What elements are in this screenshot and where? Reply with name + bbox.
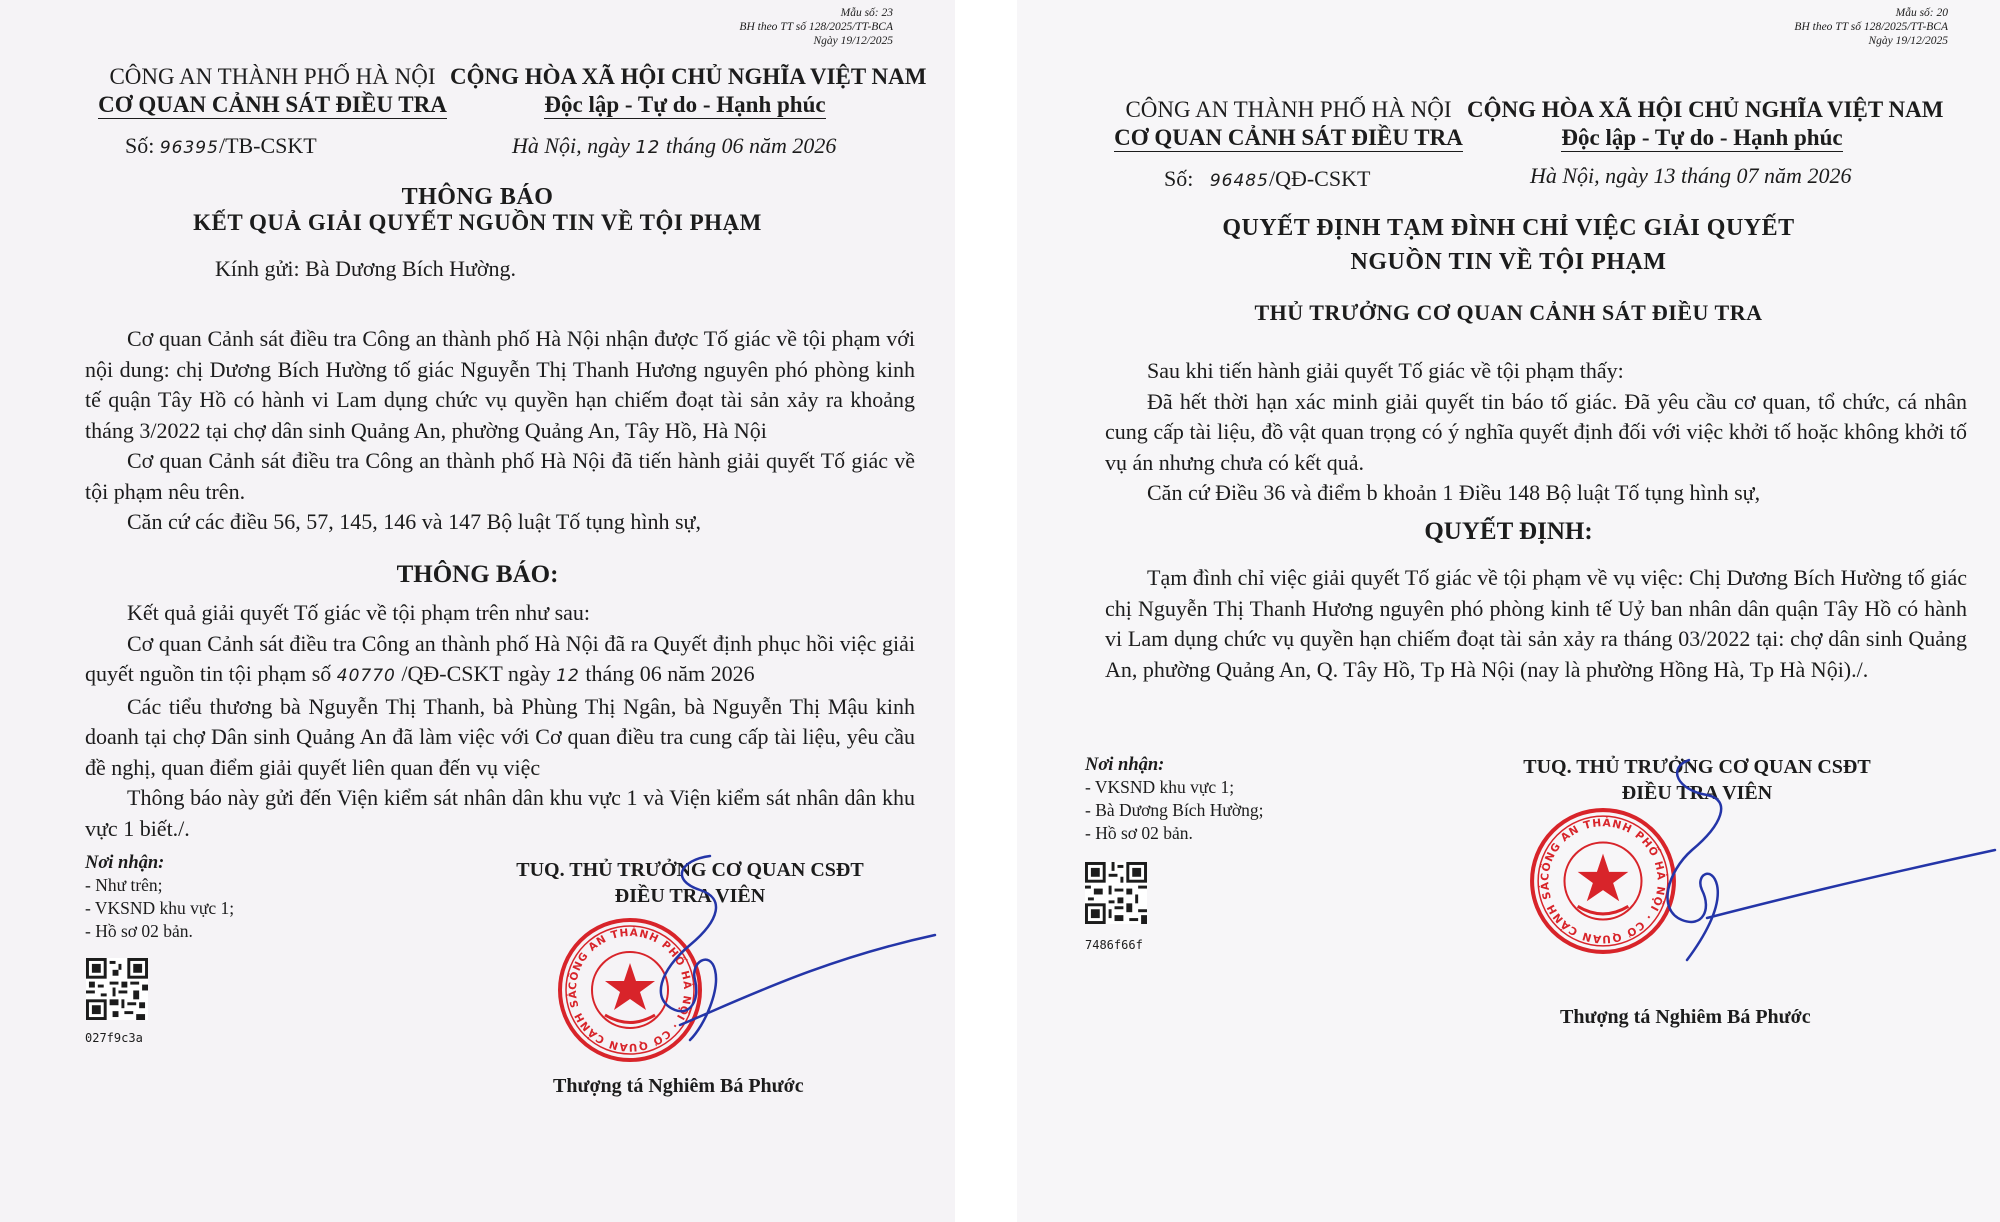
signature-block: TUQ. THỦ TRƯỞNG CƠ QUAN CSĐT ĐIỀU TRA VIÊN xyxy=(516,859,864,907)
national-header: CỘNG HÒA XÃ HỘI CHỦ NGHĨA VIỆT NAM Độc lập - Tự do - Hạnh phúc xyxy=(1467,97,1944,150)
agency-header: CÔNG AN THÀNH PHỐ HÀ NỘI CƠ QUAN CẢNH SÁT ĐIỀU TRA xyxy=(1114,97,1463,150)
issuing-authority: THỦ TRƯỞNG CƠ QUAN CẢNH SÁT ĐIỀU TRA xyxy=(1254,300,1763,325)
notice-result: Kết quả giải quyết Tố giác về tội phạm trên như sau: Cơ quan Cảnh sát điều tra Công an thành phố Hà Nội đã ra Quyết định phục hồi việc giải quyết nguồn tin tội phạm số 40770 /QĐ-CSKT ngày 12 tháng 06 năm 2026 Các tiểu thương bà Nguyễn Thị Thanh, bà Phùng Thị Ngân, bà Nguyễn Thị Mậu kinh doanh tại chợ Dân sinh Quảng An đã làm việc với Cơ quan điều tra cung cấp tài liệu, yêu cầu đề nghị, quan điểm giải quyết liên quan đến vụ việc Thông báo này gửi đến Viện kiểm sát nhân dân khu vực 1 và Viện kiểm sát nhân dân khu vực 1 biết./. xyxy=(85,600,915,841)
signer-name: Thượng tá Nghiêm Bá Phước xyxy=(1560,1006,1811,1028)
notice-document xyxy=(0,0,955,1222)
section-heading: QUYẾT ĐỊNH: xyxy=(1424,518,1593,545)
agency-header: CÔNG AN THÀNH PHỐ HÀ NỘI CƠ QUAN CẢNH SÁT ĐIỀU TRA xyxy=(98,64,447,117)
document-date: Hà Nội, ngày 13 tháng 07 năm 2026 xyxy=(1530,163,1852,188)
national-header: CỘNG HÒA XÃ HỘI CHỦ NGHĨA VIỆT NAM Độc lập - Tự do - Hạnh phúc xyxy=(450,64,927,117)
qr-code-icon xyxy=(1085,862,1147,924)
notice-body: Cơ quan Cảnh sát điều tra Công an thành phố Hà Nội nhận được Tố giác về tội phạm với nội dung: chị Dương Bích Hường tố giác Nguyễn Thị Thanh Hương nguyên phó phòng kinh tế quận Tây Hồ có hành vi Lam dụng chức vụ quyền hạn chiếm đoạt tài sản xảy ra khoảng tháng 3/2022 tại chợ dân sinh Quảng An, phường Quảng An, Tây Hồ, Hà Nội Cơ quan Cảnh sát điều tra Công an thành phố Hà Nội đã tiến hành giải quyết Tố giác về tội phạm nêu trên. Căn cứ các điều 56, 57, 145, 146 và 147 Bộ luật Tố tụng hình sự, xyxy=(85,326,915,534)
handwritten-number: 96485 xyxy=(1209,171,1269,191)
qr-code-icon xyxy=(86,958,148,1020)
document-title: THÔNG BÁO xyxy=(401,184,554,210)
document-number: Số: 96395/TB-CSKT xyxy=(125,133,317,158)
recipients-block: Nơi nhận: - VKSND khu vực 1; - Bà Dương Bích Hường; - Hồ sơ 02 bản. xyxy=(1085,755,1264,843)
signer-name: Thượng tá Nghiêm Bá Phước xyxy=(553,1075,804,1097)
svg-text:CÔNG AN THÀNH PHỐ HÀ NỘI · CƠ: CÔNG AN THÀNH PHỐ HÀ NỘI · CƠ QUAN CẢNH SÁT ĐIỀU TRA xyxy=(550,906,694,1054)
document-number: Số: 96485/QĐ-CSKT xyxy=(1164,166,1371,191)
svg-text:CÔNG AN THÀNH PHỐ HÀ NỘI · CƠ: CÔNG AN THÀNH PHỐ HÀ NỘI · CƠ QUAN CẢNH SÁT ĐIỀU TRA xyxy=(1522,795,1668,946)
form-reference: Mẫu số: 23 BH theo TT số 128/2025/TT-BCA Ngày 19/12/2025 xyxy=(739,7,893,47)
form-reference: Mẫu số: 20 BH theo TT số 128/2025/TT-BCA Ngày 19/12/2025 xyxy=(1794,7,1948,47)
signature-icon xyxy=(540,850,940,1110)
document-subtitle: NGUỒN TIN VỀ TỘI PHẠM xyxy=(1350,249,1667,275)
qr-code-label: 7486f66f xyxy=(1085,938,1143,952)
document-title: QUYẾT ĐỊNH TẠM ĐÌNH CHỈ VIỆC GIẢI QUYẾT xyxy=(1222,215,1795,241)
addressee: Kính gửi: Bà Dương Bích Hường. xyxy=(215,256,517,281)
decision-document xyxy=(1017,0,2000,1222)
handwritten-number: 96395 xyxy=(159,138,219,158)
recipients-block: Nơi nhận: - Như trên; - VKSND khu vực 1; - Hồ sơ 02 bản. xyxy=(85,853,235,941)
decision-body: Sau khi tiến hành giải quyết Tố giác về tội phạm thấy: Đã hết thời hạn xác minh giải quyết tin báo tố giác. Đã yêu cầu cơ quan, tổ chức, cá nhân cung cấp tài liệu, đồ vật quan trọng có ý nghĩa quyết định đối với việc khởi tố hoặc không khởi tố vụ án nhưng chưa có kết quả. Căn cứ Điều 36 và điểm b khoản 1 Điều 148 Bộ luật Tố tụng hình sự, xyxy=(1105,358,1967,505)
document-date: Hà Nội, ngày 12 tháng 06 năm 2026 xyxy=(512,133,837,158)
qr-code-label: 027f9c3a xyxy=(85,1031,143,1045)
section-heading: THÔNG BÁO: xyxy=(396,561,559,588)
decision-content: Tạm đình chỉ việc giải quyết Tố giác về tội phạm về vụ việc: Chị Dương Bích Hường tố giác chị Nguyễn Thị Thanh Hương nguyên phó phòng kinh tế Uỷ ban nhân dân quận Tây Hồ có hành vi Lam dụng chức vụ quyền hạn chiếm đoạt tài sản xảy ra tháng 03/2022 tại: chợ dân sinh Quảng An, phường Quảng An, Q. Tây Hồ, Tp Hà Nội (nay là phường Hồng Hà, Tp Hà Nội)./. xyxy=(1105,565,1967,682)
document-subtitle: KẾT QUẢ GIẢI QUYẾT NGUỒN TIN VỀ TỘI PHẠM xyxy=(193,210,762,235)
signature-block: TUQ. THỦ TRƯỞNG CƠ QUAN CSĐT ĐIỀU TRA VIÊN xyxy=(1523,756,1871,804)
